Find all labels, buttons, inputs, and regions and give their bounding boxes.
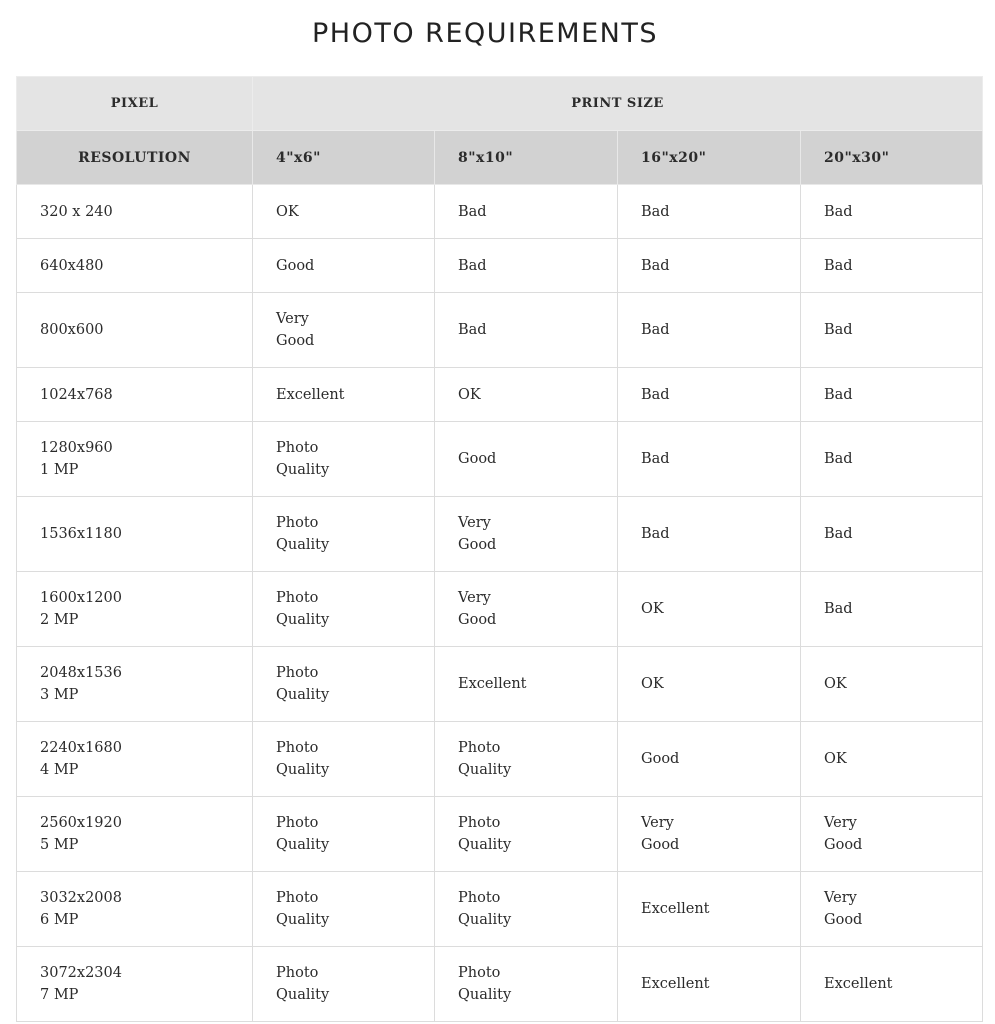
rating-cell: Photo Quality [435, 722, 618, 797]
rating-cell: Photo Quality [253, 647, 435, 722]
table-row [17, 368, 983, 422]
resolution-cell: 800x600 [17, 293, 253, 368]
rating-cell: Photo Quality [253, 572, 435, 647]
rating-cell: Bad [801, 368, 983, 422]
rating-cell: OK [618, 647, 801, 722]
table-row [17, 185, 983, 239]
rating-cell: Very Good [253, 293, 435, 368]
rating-cell: Excellent [618, 872, 801, 947]
rating-cell: Excellent [801, 947, 983, 1022]
column-header-resolution: RESOLUTION [17, 131, 253, 185]
rating-cell: Photo Quality [253, 872, 435, 947]
table-row [17, 572, 983, 647]
resolution-cell: 2560x1920 5 MP [17, 797, 253, 872]
rating-cell: Good [435, 422, 618, 497]
table-row [17, 422, 983, 497]
rating-cell: Bad [801, 185, 983, 239]
rating-cell: Good [618, 722, 801, 797]
rating-cell: OK [801, 722, 983, 797]
rating-cell: Bad [618, 185, 801, 239]
rating-cell: Photo Quality [435, 872, 618, 947]
resolution-cell: 3072x2304 7 MP [17, 947, 253, 1022]
rating-cell: OK [618, 572, 801, 647]
rating-cell: Very Good [618, 797, 801, 872]
rating-cell: Photo Quality [253, 797, 435, 872]
rating-cell: Bad [435, 239, 618, 293]
rating-cell: Photo Quality [435, 947, 618, 1022]
rating-cell: Bad [801, 572, 983, 647]
rating-cell: Bad [801, 422, 983, 497]
photo-requirements-table [16, 76, 983, 1022]
table-row [17, 872, 983, 947]
resolution-cell: 1600x1200 2 MP [17, 572, 253, 647]
rating-cell: Bad [618, 497, 801, 572]
rating-cell: Very Good [801, 872, 983, 947]
rating-cell: Good [253, 239, 435, 293]
rating-cell: Very Good [435, 497, 618, 572]
table-row [17, 797, 983, 872]
rating-cell: Photo Quality [253, 422, 435, 497]
rating-cell: Bad [801, 239, 983, 293]
resolution-cell: 1280x960 1 MP [17, 422, 253, 497]
rating-cell: Very Good [435, 572, 618, 647]
rating-cell: OK [253, 185, 435, 239]
table-row [17, 647, 983, 722]
page-title: PHOTO REQUIREMENTS [312, 18, 658, 49]
rating-cell: Bad [618, 422, 801, 497]
rating-cell: Bad [435, 293, 618, 368]
header-print-size: PRINT SIZE [253, 77, 983, 131]
column-header-20x30: 20"x30" [801, 131, 983, 185]
rating-cell: Excellent [253, 368, 435, 422]
resolution-cell: 320 x 240 [17, 185, 253, 239]
column-header-4x6: 4"x6" [253, 131, 435, 185]
rating-cell: Bad [618, 293, 801, 368]
resolution-cell: 3032x2008 6 MP [17, 872, 253, 947]
column-header-8x10: 8"x10" [435, 131, 618, 185]
resolution-cell: 2240x1680 4 MP [17, 722, 253, 797]
resolution-cell: 640x480 [17, 239, 253, 293]
header-group-row [17, 77, 983, 131]
rating-cell: OK [801, 647, 983, 722]
column-header-16x20: 16"x20" [618, 131, 801, 185]
rating-cell: Bad [435, 185, 618, 239]
rating-cell: Bad [618, 368, 801, 422]
table-row [17, 947, 983, 1022]
rating-cell: Excellent [435, 647, 618, 722]
rating-cell: Photo Quality [253, 947, 435, 1022]
column-header-row [17, 131, 983, 185]
rating-cell: Bad [801, 293, 983, 368]
header-pixel: PIXEL [17, 77, 253, 131]
table-row [17, 293, 983, 368]
rating-cell: Photo Quality [253, 722, 435, 797]
resolution-cell: 1536x1180 [17, 497, 253, 572]
rating-cell: Photo Quality [435, 797, 618, 872]
rating-cell: Excellent [618, 947, 801, 1022]
rating-cell: Bad [801, 497, 983, 572]
rating-cell: OK [435, 368, 618, 422]
rating-cell: Bad [618, 239, 801, 293]
table-row [17, 239, 983, 293]
table-row [17, 497, 983, 572]
resolution-cell: 2048x1536 3 MP [17, 647, 253, 722]
table-row [17, 722, 983, 797]
rating-cell: Photo Quality [253, 497, 435, 572]
rating-cell: Very Good [801, 797, 983, 872]
resolution-cell: 1024x768 [17, 368, 253, 422]
